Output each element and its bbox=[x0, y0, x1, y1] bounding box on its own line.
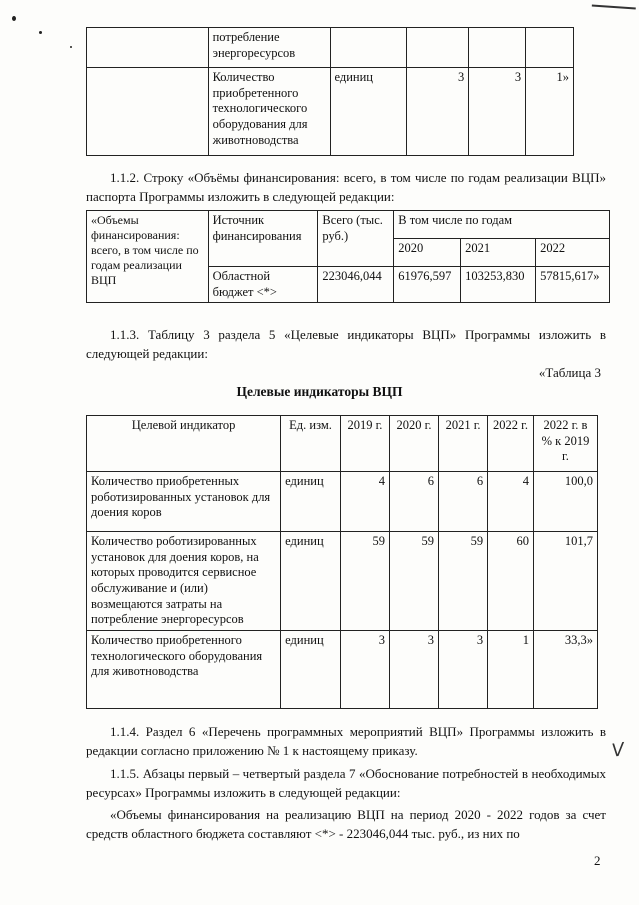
indicator-name: Количество приобретенных роботизированных установок для доения коров bbox=[87, 472, 281, 532]
value-pct: 100,0 bbox=[533, 472, 597, 532]
page-number: 2 bbox=[594, 853, 601, 868]
header-cell: 2021 г. bbox=[439, 416, 488, 472]
table-row bbox=[87, 532, 598, 631]
indicator-name: Количество приобретенного технологического оборудования для животноводства bbox=[87, 631, 281, 709]
value-2020: 59 bbox=[389, 532, 438, 631]
cell-name: Количество приобретенного технологического оборудования для животноводства bbox=[208, 68, 330, 156]
handwritten-checkmark: V bbox=[610, 739, 626, 762]
table-row bbox=[87, 631, 598, 709]
paragraph-1-1-4: 1.1.4. Раздел 6 «Перечень программных мероприятий ВЦП» Программы изложить в редакции согласно приложению № 1 к настоящему приказу. bbox=[86, 724, 606, 758]
cell-value: 3 bbox=[469, 68, 526, 156]
paragraph-1-1-2: 1.1.2. Строку «Объёмы финансирования: всего, в том числе по годам реализации ВЦП» паспорта Программы изложить в следующей редакции: bbox=[86, 170, 606, 204]
value-2021: 6 bbox=[439, 472, 488, 532]
year-value: 103253,830 bbox=[461, 267, 536, 303]
value-2022: 1 bbox=[488, 631, 534, 709]
value-2022: 60 bbox=[488, 532, 534, 631]
value-2019: 3 bbox=[340, 631, 389, 709]
paragraph-1-1-3: 1.1.3. Таблицу 3 раздела 5 «Целевые индикаторы ВЦП» Программы изложить в следующей редакции: bbox=[86, 327, 606, 361]
scan-scribble bbox=[592, 0, 636, 10]
table-header-row bbox=[87, 416, 598, 472]
source-value: Областной бюджет <*> bbox=[208, 267, 318, 303]
scan-speck bbox=[70, 46, 72, 48]
cell-value: 1» bbox=[526, 68, 574, 156]
cell-value: 3 bbox=[407, 68, 469, 156]
header-cell: 2022 г. bbox=[488, 416, 534, 472]
value-2021: 3 bbox=[439, 631, 488, 709]
scan-speck bbox=[12, 16, 16, 21]
indicator-unit: единиц bbox=[281, 532, 341, 631]
paragraph-quote: «Объемы финансирования на реализацию ВЦП на период 2020 - 2022 годов за счет средств областного бюджета составляют <*> - 223046,044 тыс. руб., из них по bbox=[86, 807, 606, 841]
year-header: 2021 bbox=[461, 239, 536, 267]
years-header: В том числе по годам bbox=[394, 211, 610, 239]
total-value: 223046,044 bbox=[318, 267, 394, 303]
table-row bbox=[87, 68, 574, 156]
value-2019: 59 bbox=[340, 532, 389, 631]
year-header: 2022 bbox=[536, 239, 610, 267]
financing-table bbox=[86, 210, 610, 303]
source-header: Источник финансирования bbox=[208, 211, 318, 267]
value-pct: 33,3» bbox=[533, 631, 597, 709]
table3-label: «Таблица 3 bbox=[538, 365, 601, 380]
scan-speck bbox=[39, 31, 42, 34]
value-2021: 59 bbox=[439, 532, 488, 631]
year-header: 2020 bbox=[394, 239, 461, 267]
header-cell: Целевой индикатор bbox=[87, 416, 281, 472]
value-2022: 4 bbox=[488, 472, 534, 532]
indicator-unit: единиц bbox=[281, 631, 341, 709]
year-value: 57815,617» bbox=[536, 267, 610, 303]
value-2020: 3 bbox=[389, 631, 438, 709]
financing-label: «Объемы финансирования: всего, в том числе по годам реализации ВЦП bbox=[87, 211, 209, 303]
value-2019: 4 bbox=[340, 472, 389, 532]
table-row bbox=[87, 472, 598, 532]
value-2020: 6 bbox=[389, 472, 438, 532]
paragraph-1-1-5: 1.1.5. Абзацы первый – четвертый раздела 7 «Обоснование потребностей в необходимых ресурсах» Программы изложить в следующей редакции: bbox=[86, 766, 606, 800]
header-cell: 2020 г. bbox=[389, 416, 438, 472]
table3-title: Целевые индикаторы ВЦП bbox=[236, 384, 403, 399]
indicators-table bbox=[86, 415, 598, 709]
cell-unit: единиц bbox=[330, 68, 407, 156]
table-row bbox=[87, 28, 574, 68]
indicator-unit: единиц bbox=[281, 472, 341, 532]
header-cell: Ед. изм. bbox=[281, 416, 341, 472]
total-header: Всего (тыс. руб.) bbox=[318, 211, 394, 267]
year-value: 61976,597 bbox=[394, 267, 461, 303]
indicator-name: Количество роботизированных установок для доения коров, на которых проводится сервисное обслуживание и (или) возмещаются затраты на потребление энергоресурсов bbox=[87, 532, 281, 631]
header-cell: 2019 г. bbox=[340, 416, 389, 472]
value-pct: 101,7 bbox=[533, 532, 597, 631]
header-cell: 2022 г. в % к 2019 г. bbox=[533, 416, 597, 472]
cell-name: потребление энергоресурсов bbox=[208, 28, 330, 68]
table-top-continuation bbox=[86, 27, 574, 156]
